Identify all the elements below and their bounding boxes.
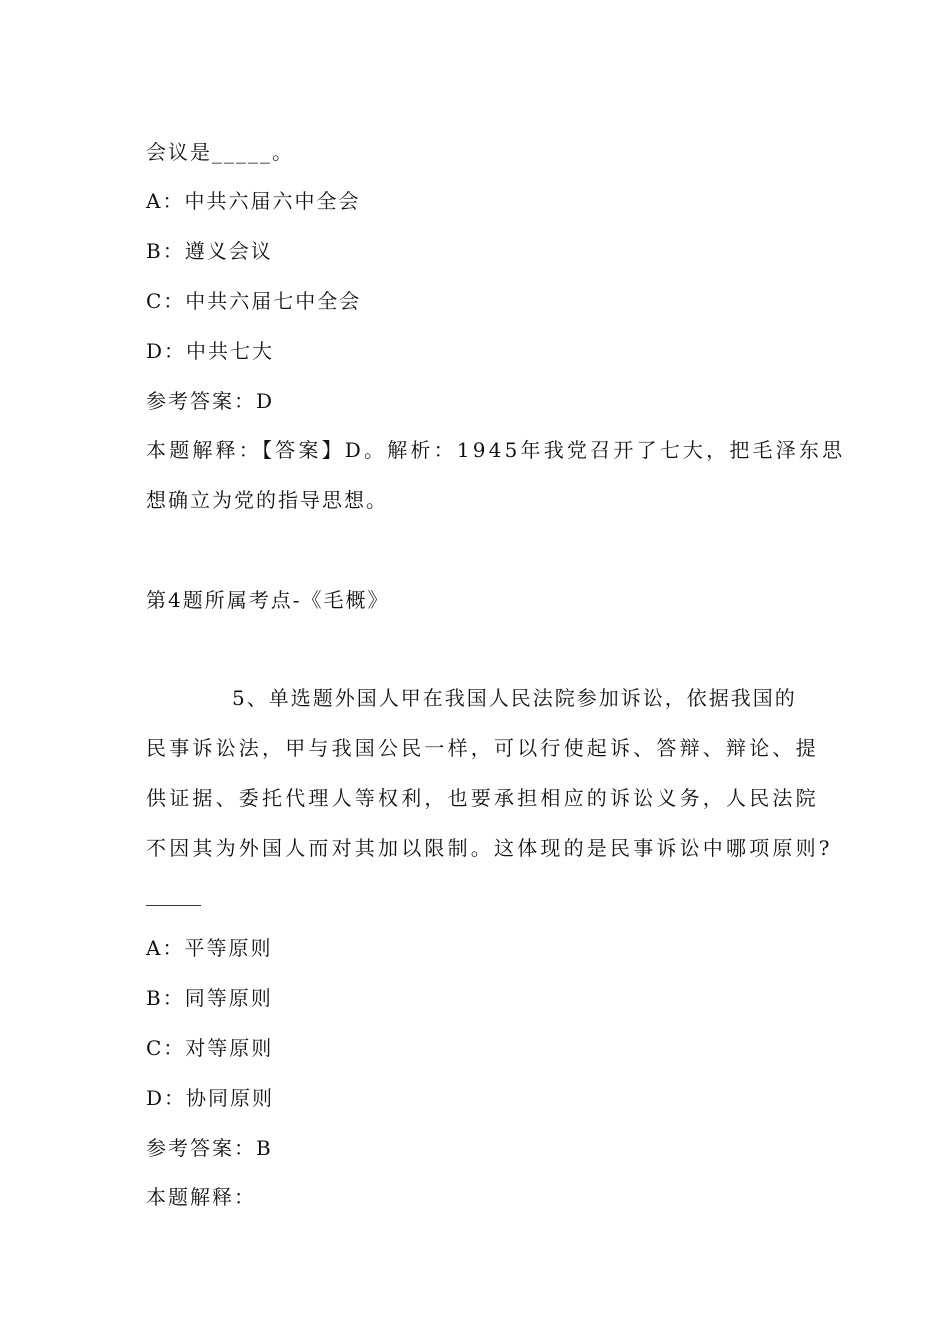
q3-option-d: D：中共七大 xyxy=(146,339,275,363)
q5-stem-line2: 民事诉讼法，甲与我国公民一样，可以行使起诉、答辩、辩论、提 xyxy=(146,736,819,760)
q5-option-a: A：平等原则 xyxy=(146,936,273,960)
q5-option-b: B：同等原则 xyxy=(146,986,273,1010)
q3-option-c: C：中共六届七中全会 xyxy=(146,289,362,313)
q4-topic: 第4题所属考点-《毛概》 xyxy=(146,588,390,612)
q5-option-d: D：协同原则 xyxy=(146,1086,275,1110)
q5-answer: 参考答案：B xyxy=(146,1136,273,1160)
q3-option-b: B：遵义会议 xyxy=(146,239,273,263)
q3-option-a: A：中共六届六中全会 xyxy=(146,189,361,213)
q5-stem-line4: 不因其为外国人而对其加以限制。这体现的是民事诉讼中哪项原则? xyxy=(146,836,833,860)
q3-answer: 参考答案：D xyxy=(146,389,275,413)
q5-stem-line1: 5、单选题外国人甲在我国人民法院参加诉讼，依据我国的 xyxy=(232,686,797,710)
q3-explanation-line1: 本题解释：【答案】D。解析：1945年我党召开了七大，把毛泽东思 xyxy=(146,438,846,462)
q3-explanation-line2: 想确立为党的指导思想。 xyxy=(146,488,388,512)
q5-explanation: 本题解释： xyxy=(146,1185,256,1209)
q3-stem-tail: 会议是_____。 xyxy=(146,140,294,164)
q5-option-c: C：对等原则 xyxy=(146,1036,274,1060)
answer-blank-underline xyxy=(146,905,201,906)
q5-stem-line3: 供证据、委托代理人等权利，也要承担相应的诉讼义务，人民法院 xyxy=(146,786,819,810)
